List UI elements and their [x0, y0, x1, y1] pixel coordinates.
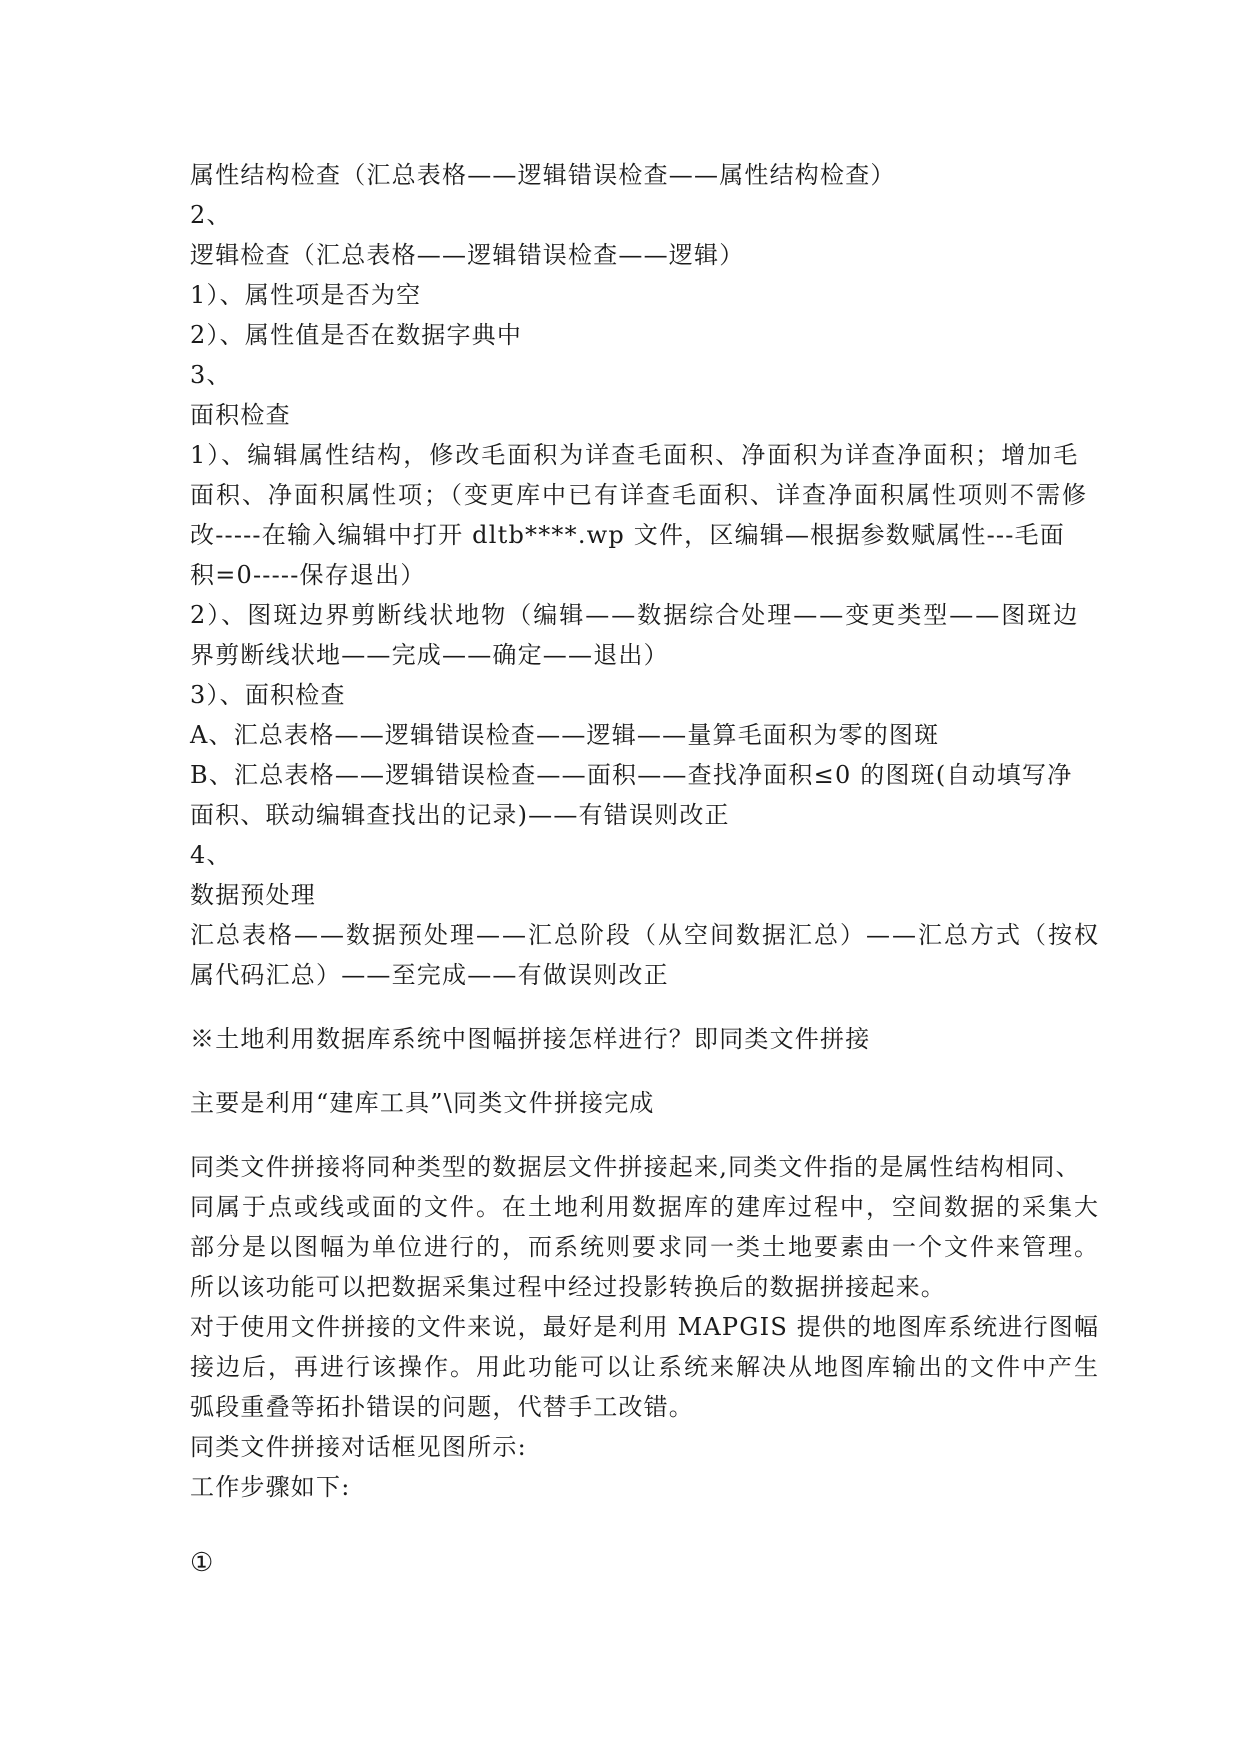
document-page: [190, 155, 1100, 1583]
text-line: B、汇总表格——逻辑错误检查——面积——查找净面积≤0 的图斑(自动填写净: [190, 761, 1073, 789]
block-2: [190, 1147, 1100, 1507]
text-line: 弧段重叠等拓扑错误的问题，代替手工改错。: [190, 1393, 694, 1421]
step-list: [190, 1543, 1060, 1583]
text-line: 汇总表格——数据预处理——汇总阶段（从空间数据汇总）——汇总方式（按权: [190, 921, 1100, 949]
text-line: 改-----在输入编辑中打开 dltb****.wp 文件，区编辑—根据参数赋属性---毛面: [190, 521, 1065, 549]
text-line: 4、: [190, 841, 232, 869]
text-line: 1）、编辑属性结构，修改毛面积为详查毛面积、净面积为详查净面积；增加毛: [190, 441, 1080, 469]
text-line: 同属于点或线或面的文件。在土地利用数据库的建库过程中，空间数据的采集大: [190, 1193, 1100, 1221]
text-line: 积=0-----保存退出）: [190, 561, 426, 589]
text-line: 3、: [190, 361, 232, 389]
text-line: 面积检查: [190, 401, 291, 429]
text-line: 1）、属性项是否为空: [190, 281, 422, 309]
text-line: 属代码汇总）——至完成——有做误则改正: [190, 961, 669, 989]
answer-paragraph: [190, 1083, 1060, 1123]
block-1: [190, 155, 1100, 995]
answer-line: 主要是利用“建库工具”\同类文件拼接完成: [190, 1089, 655, 1117]
text-line: 属性结构检查（汇总表格——逻辑错误检查——属性结构检查）: [190, 161, 896, 189]
text-line: 工作步骤如下:: [190, 1473, 351, 1501]
text-line: 3）、面积检查: [190, 681, 346, 709]
text-line: 界剪断线状地——完成——确定——退出）: [190, 641, 669, 669]
text-line: 2）、图斑边界剪断线状地物（编辑——数据综合处理——变更类型——图斑边: [190, 601, 1080, 629]
text-line: 面积、联动编辑查找出的记录)——有错误则改正: [190, 801, 730, 829]
text-line: A、汇总表格——逻辑错误检查——逻辑——量算毛面积为零的图斑: [190, 721, 940, 749]
text-line: 逻辑检查（汇总表格——逻辑错误检查——逻辑）: [190, 241, 745, 269]
text-line: 所以该功能可以把数据采集过程中经过投影转换后的数据拼接起来。: [190, 1273, 946, 1301]
text-line: 2）、属性值是否在数据字典中: [190, 321, 523, 349]
text-line: 同类文件拼接将同种类型的数据层文件拼接起来,同类文件指的是属性结构相同、: [190, 1153, 1081, 1181]
step-marker: ①: [190, 1548, 215, 1578]
text-line: 数据预处理: [190, 881, 316, 909]
text-line: 接边后，再进行该操作。用此功能可以让系统来解决从地图库输出的文件中产生: [190, 1353, 1100, 1381]
text-line: 部分是以图幅为单位进行的，而系统则要求同一类土地要素由一个文件来管理。: [190, 1233, 1100, 1261]
text-line: 2、: [190, 201, 232, 229]
text-line: 对于使用文件拼接的文件来说，最好是利用 MAPGIS 提供的地图库系统进行图幅: [190, 1313, 1100, 1341]
heading-line: ※土地利用数据库系统中图幅拼接怎样进行？即同类文件拼接: [190, 1025, 871, 1053]
text-line: 同类文件拼接对话框见图所示:: [190, 1433, 527, 1461]
text-line: 面积、净面积属性项；（变更库中已有详查毛面积、详查净面积属性项则不需修: [190, 481, 1088, 509]
question-heading: [190, 1019, 1060, 1059]
